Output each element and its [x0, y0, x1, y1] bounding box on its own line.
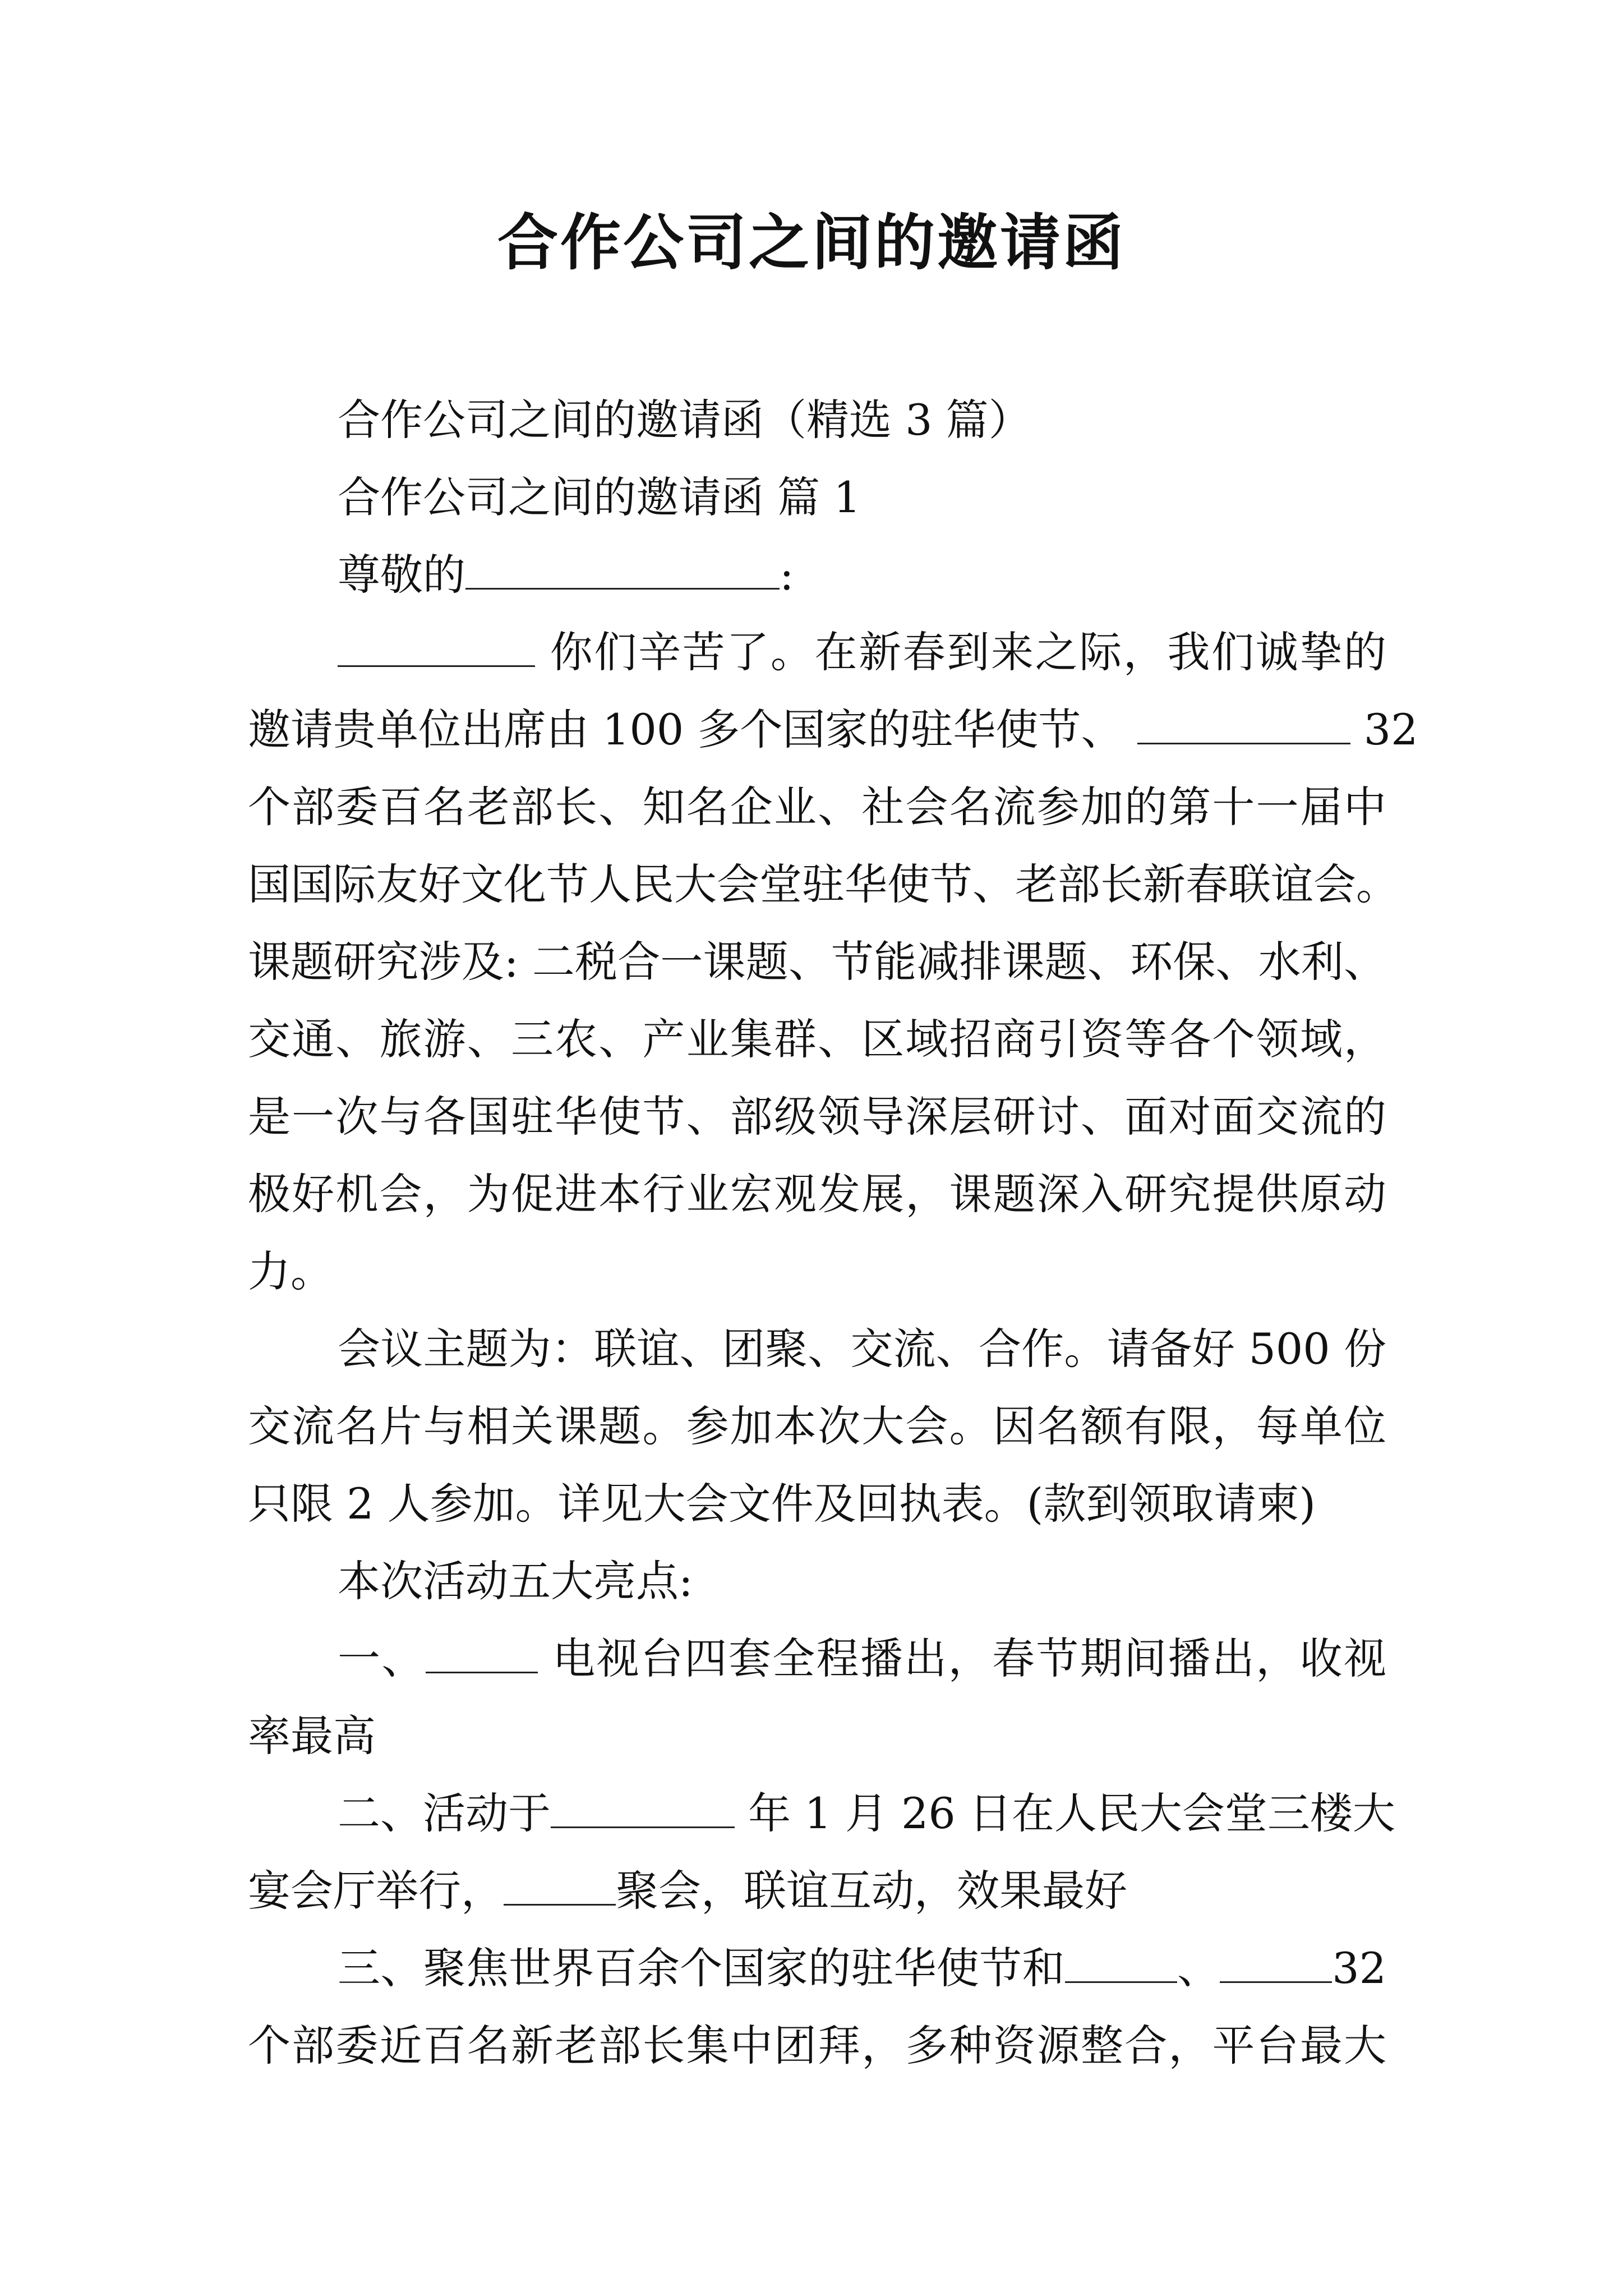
intro-heading-text: 合作公司之间的邀请函（精选 3 篇） — [338, 395, 1031, 445]
salutation-suffix: : — [780, 550, 794, 600]
paragraph1-line: 极好机会，为促进本行业宏观发展，课题深入研究提供原动 — [248, 1169, 1386, 1219]
paragraph1-line2-text: 邀请贵单位出席由 100 多个国家的驻华使节、 — [248, 705, 1124, 754]
highlight-item-3-number: 32 — [1332, 1943, 1387, 1993]
highlight-item-3-continuation: 个部委近百名新老部长集中团拜，多种资源整合，平台最大 — [248, 2021, 1386, 2070]
highlight-item-3-prefix: 三、聚焦世界百余个国家的驻华使节和 — [338, 1943, 1065, 1993]
highlight-item-1-prefix: 一、 — [338, 1634, 426, 1683]
paragraph1-line1-text: 你们辛苦了。在新春到来之际，我们诚挚的 — [550, 627, 1386, 677]
paragraph1-line: 是一次与各国驻华使节、部级领导深层研讨、面对面交流的 — [248, 1092, 1386, 1142]
highlight-item-2-prefix: 二、活动于 — [338, 1788, 551, 1838]
dignitary-blank-1 — [1065, 1943, 1177, 1983]
highlight-item-1 — [248, 1620, 1386, 1697]
paragraph2-line: 交流名片与相关课题。参加本次大会。因名额有限，每单位 — [248, 1401, 1386, 1451]
highlight-item-2 — [248, 1775, 1395, 1852]
highlight-item-1-continuation: 率最高 — [248, 1711, 376, 1761]
section-heading-text: 合作公司之间的邀请函 篇 1 — [338, 472, 861, 522]
paragraph1-line: 个部委百名老部长、知名企业、社会名流参加的第十一届中 — [248, 782, 1386, 832]
highlight-item-2-cont-text: 聚会，联谊互动，效果最好 — [616, 1866, 1127, 1916]
paragraph2-line: 会议主题为：联谊、团聚、交流、合作。请备好 500 份 — [338, 1324, 1386, 1374]
paragraph2-line: 只限 2 人参加。详见大会文件及回执表。(款到领取请柬) — [248, 1479, 1316, 1529]
highlight-item-1-text: 电视台四套全程播出，春节期间播出，收视 — [552, 1634, 1386, 1683]
paragraph1-line1 — [248, 614, 1386, 691]
paragraph1-line2 — [248, 691, 1418, 769]
paragraph1-line2-number: 32 — [1363, 705, 1418, 754]
highlight-item-2-text: 年 1 月 26 日在人民大会堂三楼大 — [748, 1788, 1395, 1838]
sender-blank — [338, 627, 535, 667]
document-title: 合作公司之间的邀请函 — [497, 208, 1126, 278]
salutation — [248, 536, 1386, 614]
year-blank — [551, 1788, 735, 1828]
highlight-item-3-middle: 、 — [1177, 1943, 1220, 1993]
highlight-item-2-cont-prefix: 宴会厅举行， — [248, 1866, 504, 1916]
organizer-blank — [1137, 705, 1350, 744]
paragraph1-line: 国国际友好文化节人民大会堂驻华使节、老部长新春联谊会。 — [248, 859, 1399, 909]
highlights-heading: 本次活动五大亮点: — [338, 1556, 693, 1606]
intro-heading — [248, 381, 1386, 459]
document-body — [248, 381, 1418, 2085]
recipient-blank — [465, 550, 780, 590]
paragraph1-line: 课题研究涉及: 二税合一课题、节能减排课题、环保、水利、 — [248, 937, 1386, 987]
highlight-item-3 — [248, 1930, 1386, 2007]
paragraph1-line: 力。 — [248, 1246, 333, 1296]
highlight-item-2-continuation — [248, 1852, 1386, 1930]
tv-station-blank — [426, 1634, 538, 1673]
gathering-blank — [504, 1866, 616, 1906]
section-heading — [248, 459, 1386, 536]
paragraph1-line: 交通、旅游、三农、产业集群、区域招商引资等各个领域， — [248, 1014, 1386, 1064]
salutation-prefix: 尊敬的 — [338, 550, 465, 600]
dignitary-blank-2 — [1220, 1943, 1332, 1983]
